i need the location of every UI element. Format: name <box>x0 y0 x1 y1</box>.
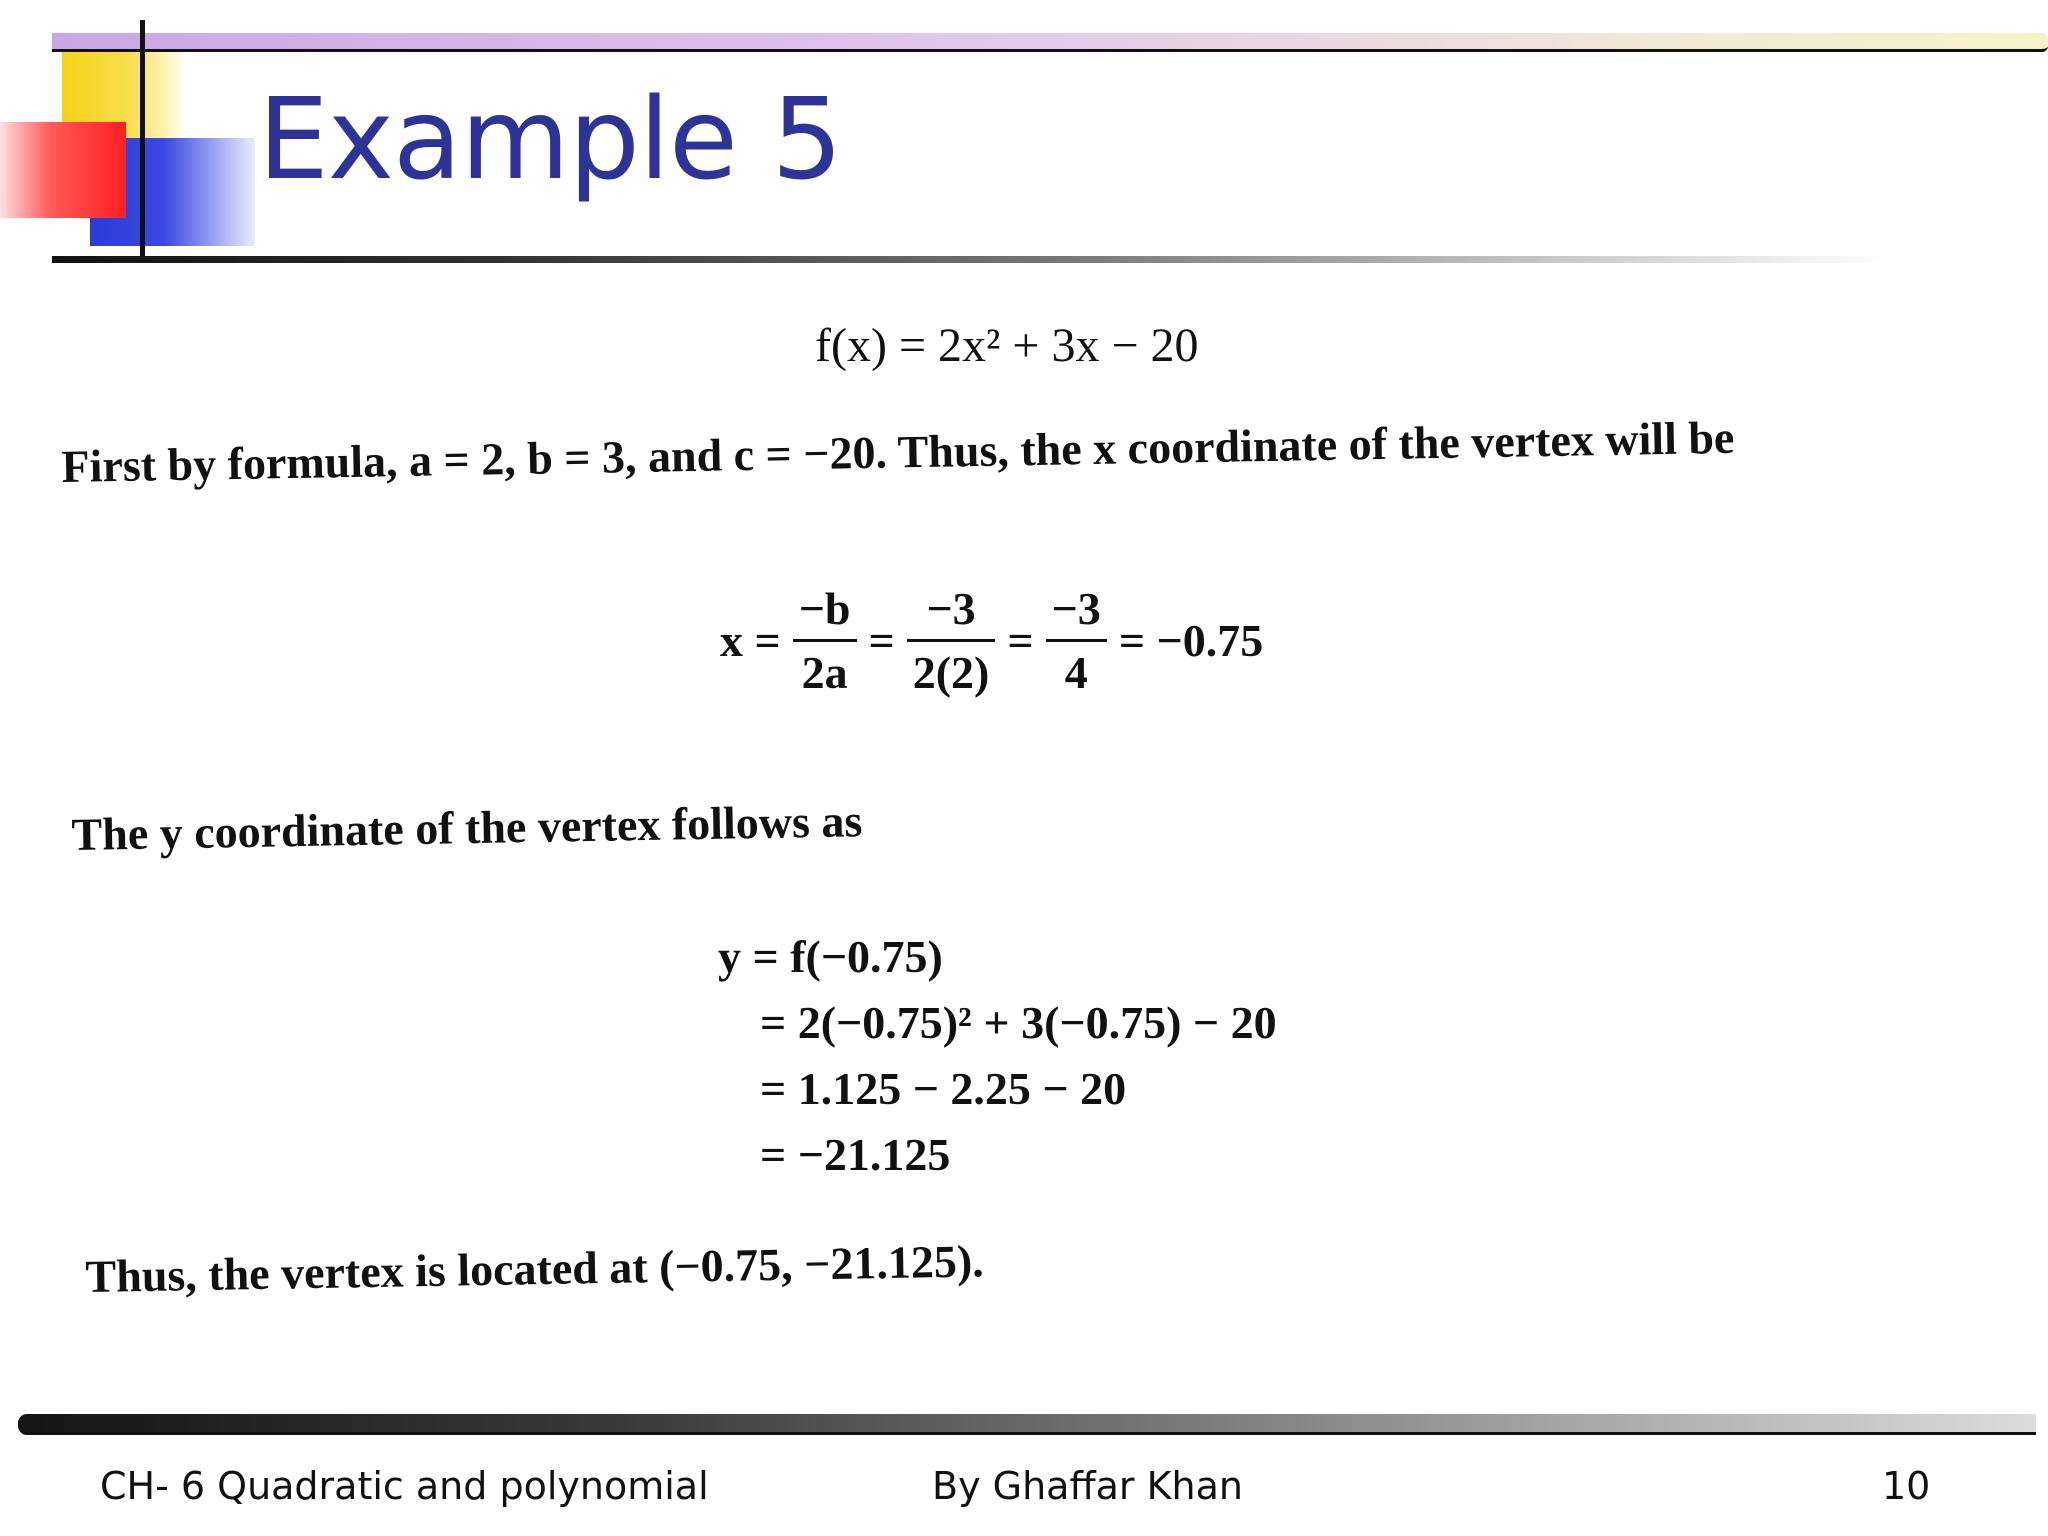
fraction-1-denominator: 2a <box>801 647 848 698</box>
explanation-line-2: The y coordinate of the vertex follows as <box>71 795 863 861</box>
conclusion-line: Thus, the vertex is located at (−0.75, −21.125). <box>85 1235 985 1303</box>
y-step: = −21.125 <box>760 1129 951 1180</box>
x-equation-result: = −0.75 <box>1118 615 1264 666</box>
y-step: = 1.125 − 2.25 − 20 <box>760 1063 1127 1114</box>
header-divider <box>52 256 1892 263</box>
fraction-1-numerator: −b <box>798 583 851 634</box>
vertical-divider <box>140 20 145 260</box>
vertex-x-equation <box>720 582 1263 699</box>
footer-chapter: CH- 6 Quadratic and polynomial <box>100 1464 709 1508</box>
top-accent-bar <box>52 33 2048 52</box>
fraction-2 <box>907 582 996 699</box>
equals-sign: = <box>868 615 895 666</box>
function-equation: f(x) = 2x² + 3x − 20 <box>815 319 1199 372</box>
red-square-decoration <box>0 122 126 218</box>
slide-title: Example 5 <box>258 75 842 205</box>
y-step: y = f(−0.75) <box>718 931 943 982</box>
y-step: = 2(−0.75)² + 3(−0.75) − 20 <box>760 997 1277 1048</box>
explanation-line-1: First by formula, a = 2, b = 3, and c = −20. Thus, the x coordinate of the vertex will be <box>61 411 1735 493</box>
fraction-3-numerator: −3 <box>1051 583 1101 634</box>
fraction-3-denominator: 4 <box>1064 647 1088 698</box>
vertex-y-derivation <box>718 924 1277 1188</box>
x-equation-lhs: x = <box>720 615 781 666</box>
fraction-2-numerator: −3 <box>926 583 976 634</box>
page-number: 10 <box>1882 1464 1931 1508</box>
equals-sign: = <box>1007 615 1034 666</box>
footer-divider <box>18 1414 2036 1435</box>
fraction-1 <box>793 582 857 699</box>
fraction-3 <box>1046 582 1107 699</box>
footer-author: By Ghaffar Khan <box>932 1464 1243 1508</box>
fraction-2-denominator: 2(2) <box>912 647 990 698</box>
